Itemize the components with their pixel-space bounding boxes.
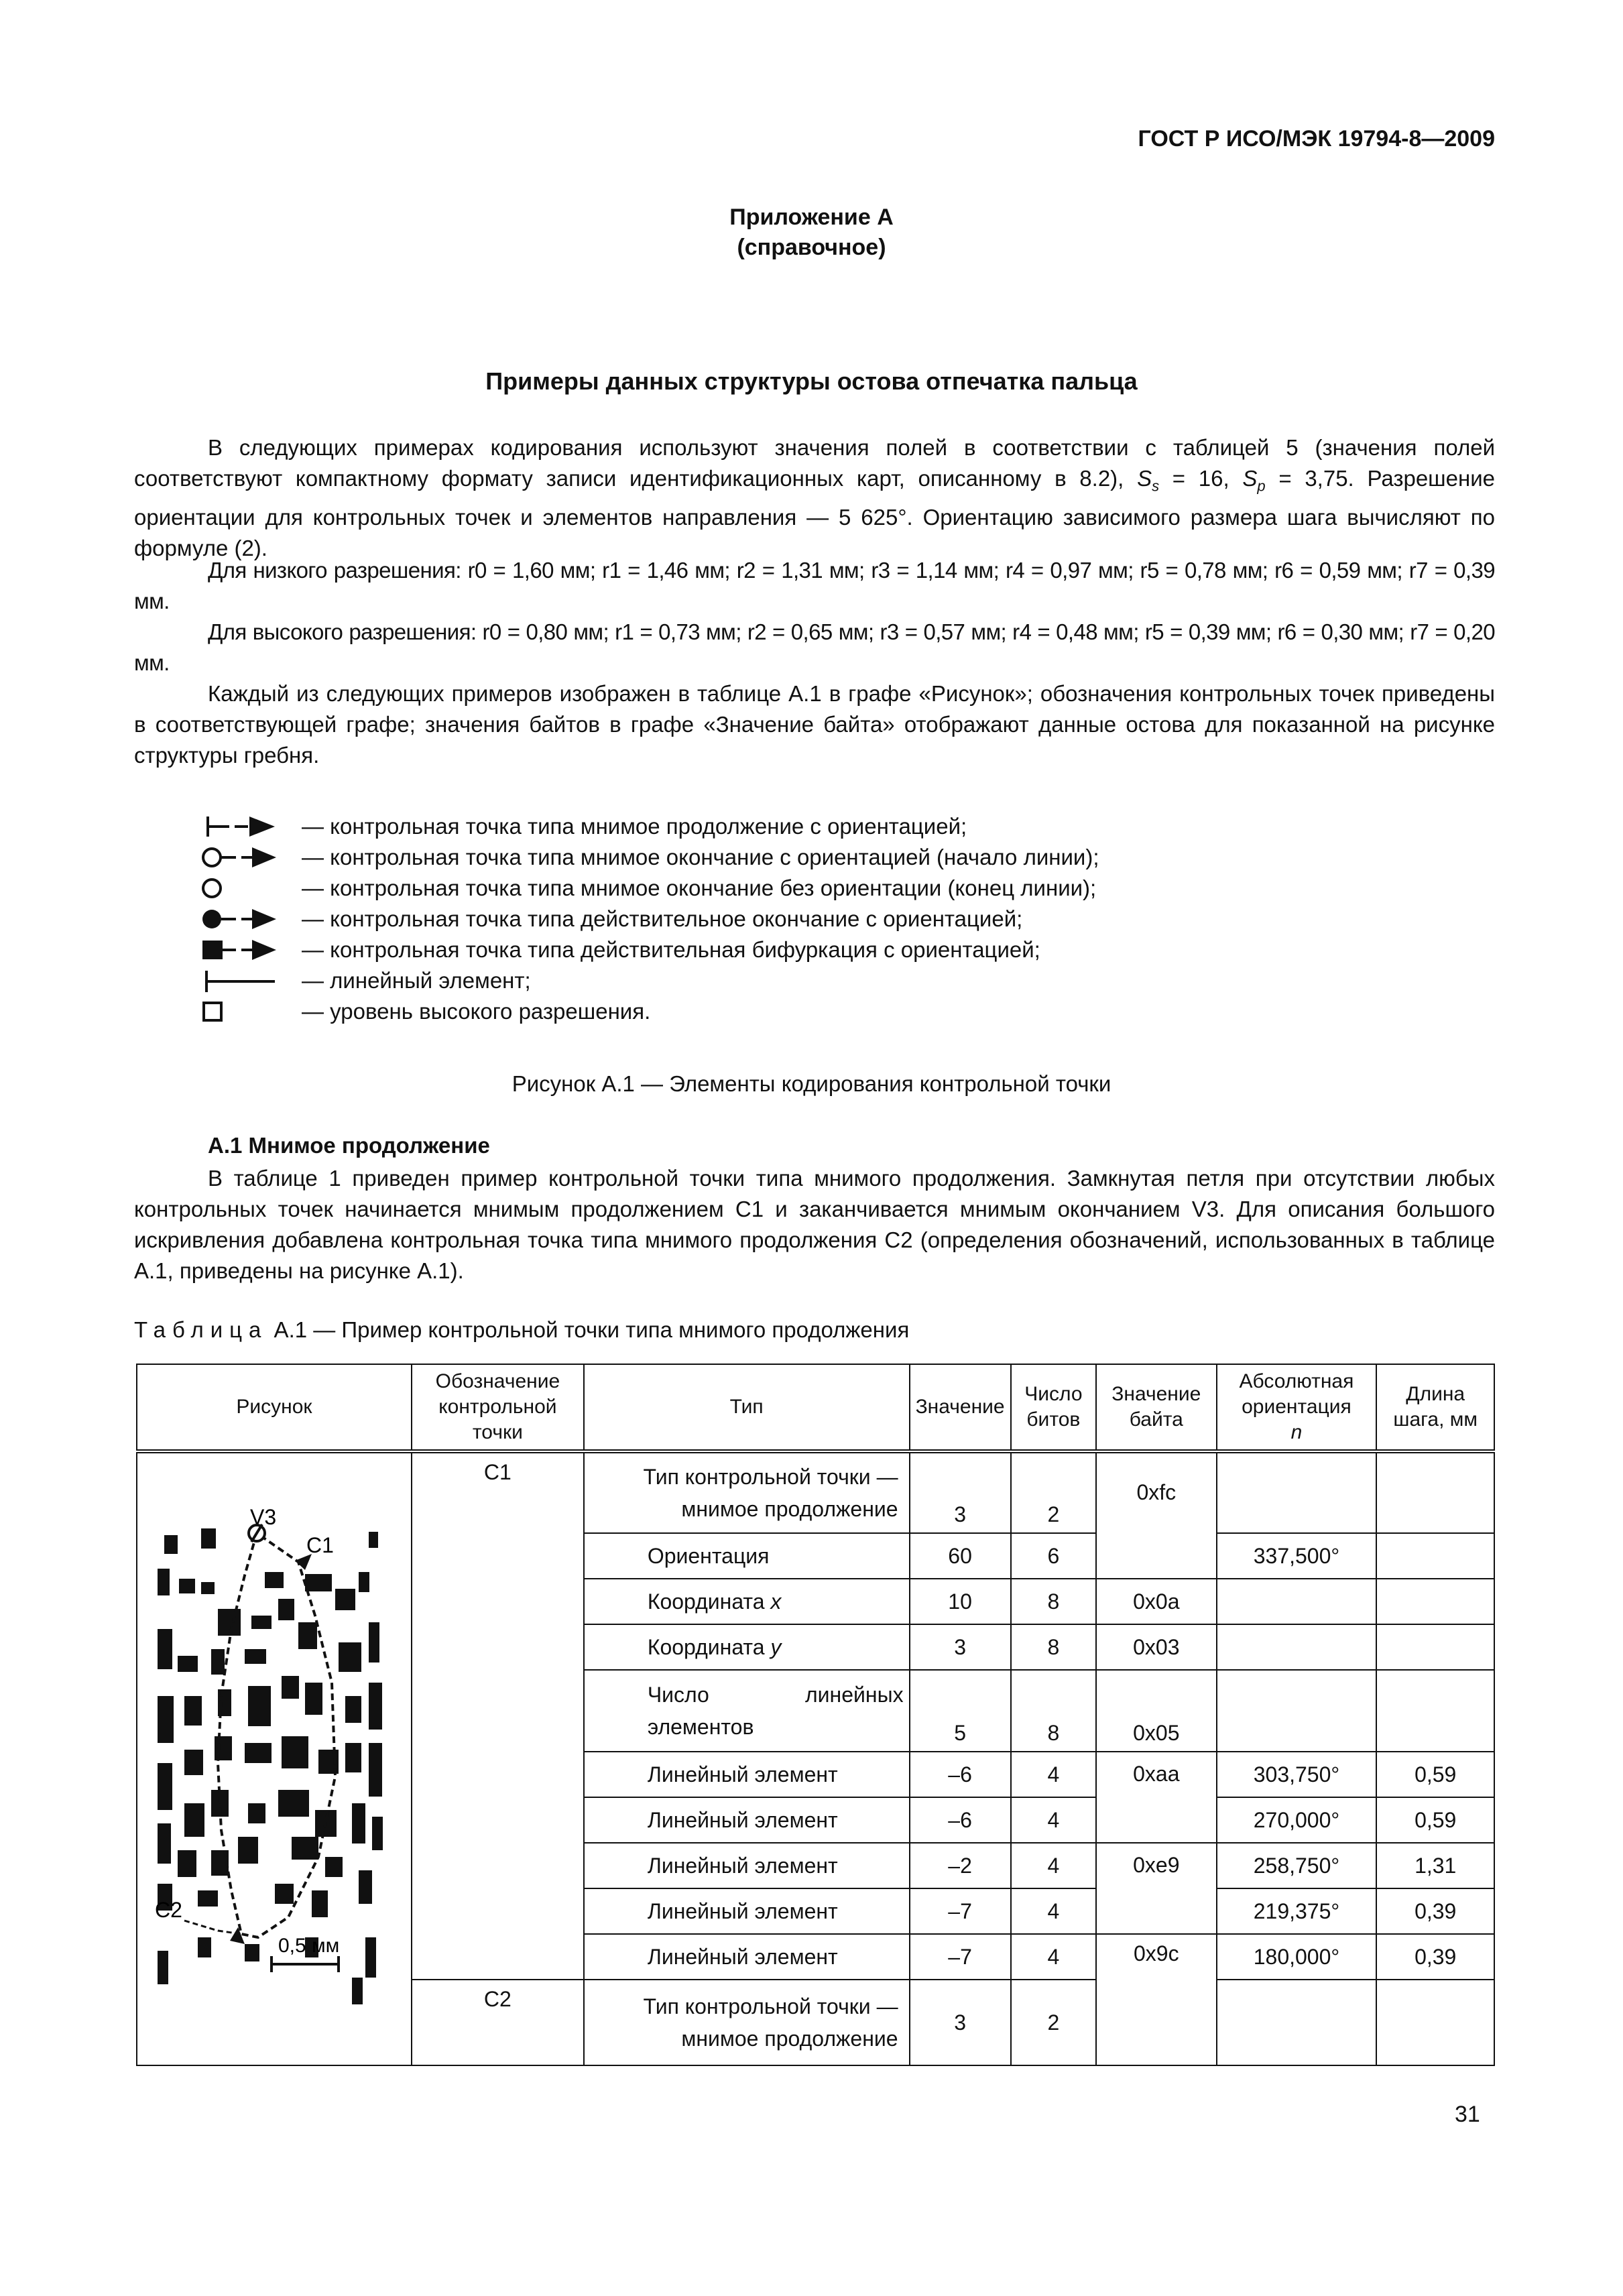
step-cell — [1376, 1670, 1494, 1752]
value-cell: –7 — [910, 1934, 1011, 1980]
type-cell: Координата x — [584, 1579, 910, 1624]
bits-cell: 4 — [1011, 1843, 1097, 1888]
appendix-subtitle: (справочное) — [737, 235, 886, 260]
real-ending-arrow-icon — [201, 904, 302, 934]
intro-paragraph-1: В следующих примерах кодирования используют значения полей в соответствии с таблицей 5 (значения полей соответствуют компактному формату записи идентификационных карт, описанному в 8.2), $S_s = 16$, $S_p = 3,75$. Разрешение ориентации для контрольных точек и элементов направления — 5 625°. Ориентацию зависимого размера шага вычисляют по формуле (2). — [134, 435, 1496, 560]
orientation-cell: 303,750° — [1217, 1752, 1377, 1797]
header-step: Длина шага, мм — [1376, 1364, 1494, 1451]
table-caption: Таблица А.1 — Пример контрольной точки типа мнимого продолжения — [134, 1317, 910, 1342]
bits-cell: 8 — [1011, 1579, 1097, 1624]
legend-row: — контрольная точка типа мнимое окончание с ориентацией (начало линии); — [201, 842, 1099, 873]
real-bifurcation-arrow-icon — [201, 934, 302, 965]
type-cell: Тип контрольной точки — мнимое продолжение — [584, 1980, 910, 2065]
step-cell: 0,39 — [1376, 1934, 1494, 1980]
section-text: В таблице 1 приведен пример контрольной точки типа мнимого продолжения. Замкнутая петля при отсутствии любых контрольных точек начинается мнимым продолжением С1 и заканчивается мнимым окончанием V3. Для описания большого искривления добавлена контрольная точка типа мнимого продолжения С2 (определения обозначений, использованных в таблице А.1, приведены на рисунке А.1). — [134, 1166, 1495, 1283]
orientation-cell — [1217, 1980, 1377, 2065]
type-cell: Линейный элемент — [584, 1843, 910, 1888]
orientation-cell: 337,500° — [1217, 1533, 1377, 1579]
byte-cell: 0x05 — [1096, 1670, 1216, 1752]
figure-a1-caption: Рисунок А.1 — Элементы кодирования контрольной точки — [512, 1071, 1111, 1096]
value-cell: –6 — [910, 1752, 1011, 1797]
bits-cell: 2 — [1011, 1980, 1097, 2065]
value-cell: 10 — [910, 1579, 1011, 1624]
ridge-figure — [137, 1455, 410, 2058]
bits-cell: 8 — [1011, 1624, 1097, 1670]
virtual-ending-circle-icon — [201, 873, 302, 904]
value-cell: –2 — [910, 1843, 1011, 1888]
header-orientation: Абсолютная ориентация n — [1217, 1364, 1377, 1451]
orientation-cell: 258,750° — [1217, 1843, 1377, 1888]
legend-row: — линейный элемент; — [201, 965, 1099, 996]
step-cell: 0,59 — [1376, 1797, 1494, 1843]
byte-cell: 0x03 — [1096, 1624, 1216, 1670]
bits-cell: 2 — [1011, 1451, 1097, 1533]
byte-cell: 0xfc — [1096, 1451, 1216, 1579]
intro-paragraph-2: Для низкого разрешения: r0 = 1,60 мм; r1 = 1,46 мм; r2 = 1,31 мм; r3 = 1,14 мм; r4 = 0,97 мм; r5 = 0,78 мм; r6 = 0,59 мм; r7 = 0,39 мм. — [134, 558, 1495, 613]
table-row — [137, 1451, 1494, 1533]
figure-scale-label: 0,5 мм — [278, 1935, 340, 1957]
legend-row: — контрольная точка типа мнимое окончание без ориентации (конец линии); — [201, 873, 1099, 904]
orientation-cell: 180,000° — [1217, 1934, 1377, 1980]
value-cell: 3 — [910, 1624, 1011, 1670]
bits-cell: 4 — [1011, 1934, 1097, 1980]
header-type: Тип — [584, 1364, 910, 1451]
bits-cell: 4 — [1011, 1888, 1097, 1934]
legend-row: — уровень высокого разрешения. — [201, 996, 1099, 1027]
step-cell — [1376, 1451, 1494, 1533]
value-cell: 5 — [910, 1670, 1011, 1752]
intro-paragraph-4: Каждый из следующих примеров изображен в таблице А.1 в графе «Рисунок»; обозначения контрольных точек приведены в соответствующей графе; значения байтов в графе «Значение байта» отображают данные остова для показанной на рисунке структуры гребня. — [134, 681, 1495, 768]
value-cell: –6 — [910, 1797, 1011, 1843]
orientation-cell — [1217, 1451, 1377, 1533]
type-cell: Линейный элемент — [584, 1888, 910, 1934]
bits-cell: 4 — [1011, 1797, 1097, 1843]
bits-cell: 6 — [1011, 1533, 1097, 1579]
step-cell — [1376, 1533, 1494, 1579]
legend-row: — контрольная точка типа действительное окончание с ориентацией; — [201, 904, 1099, 934]
header-byte: Значение байта — [1096, 1364, 1216, 1451]
section-heading: А.1 Мнимое продолжение — [208, 1133, 490, 1158]
intro-paragraph-3: Для высокого разрешения: r0 = 0,80 мм; r1 = 0,73 мм; r2 = 0,65 мм; r3 = 0,57 мм; r4 = 0,48 мм; r5 = 0,39 мм; r6 = 0,30 мм; r7 = 0,20 мм. — [134, 619, 1495, 675]
designation-c2: С2 — [412, 1980, 584, 2065]
value-cell: 3 — [910, 1980, 1011, 2065]
legend-row: — контрольная точка типа действительная бифуркация с ориентацией; — [201, 934, 1099, 965]
orientation-cell — [1217, 1670, 1377, 1752]
header-designation: Обозначение контрольной точки — [412, 1364, 584, 1451]
type-cell: Линейный элемент — [584, 1797, 910, 1843]
table-a1 — [136, 1364, 1495, 2066]
line-element-icon — [201, 965, 302, 996]
byte-cell: 0xaa — [1096, 1752, 1216, 1843]
figure-a1-legend — [201, 811, 1099, 1027]
virtual-continuation-arrow-icon — [201, 811, 302, 842]
byte-cell: 0xe9 — [1096, 1843, 1216, 1934]
step-cell — [1376, 1579, 1494, 1624]
value-cell: 3 — [910, 1451, 1011, 1533]
step-cell: 1,31 — [1376, 1843, 1494, 1888]
orientation-cell — [1217, 1624, 1377, 1670]
designation-c1: С1 — [412, 1451, 584, 1980]
legend-row: — контрольная точка типа мнимое продолжение с ориентацией; — [201, 811, 1099, 842]
figure-label-v3: V3 — [250, 1505, 277, 1529]
step-cell — [1376, 1624, 1494, 1670]
orientation-cell — [1217, 1579, 1377, 1624]
value-cell: 60 — [910, 1533, 1011, 1579]
header-value: Значение — [910, 1364, 1011, 1451]
high-resolution-square-icon — [201, 996, 302, 1027]
step-cell — [1376, 1980, 1494, 2065]
type-cell: Координата y — [584, 1624, 910, 1670]
appendix-title: Приложение А — [729, 204, 894, 230]
orientation-cell: 270,000° — [1217, 1797, 1377, 1843]
bits-cell: 8 — [1011, 1670, 1097, 1752]
type-cell: Число линейных элементов — [584, 1670, 910, 1752]
header-figure: Рисунок — [137, 1364, 412, 1451]
standard-number: ГОСТ Р ИСО/МЭК 19794-8—2009 — [1138, 126, 1495, 152]
byte-cell: 0x0a — [1096, 1579, 1216, 1624]
page-title: Примеры данных структуры остова отпечатка пальца — [485, 367, 1138, 395]
step-cell: 0,59 — [1376, 1752, 1494, 1797]
value-cell: –7 — [910, 1888, 1011, 1934]
virtual-ending-start-icon — [201, 842, 302, 873]
step-cell: 0,39 — [1376, 1888, 1494, 1934]
type-cell: Линейный элемент — [584, 1752, 910, 1797]
byte-cell: 0x9c — [1096, 1934, 1216, 2065]
type-cell: Ориентация — [584, 1533, 910, 1579]
page-number: 31 — [1455, 2102, 1480, 2127]
bits-cell: 4 — [1011, 1752, 1097, 1797]
type-cell: Линейный элемент — [584, 1934, 910, 1980]
orientation-cell: 219,375° — [1217, 1888, 1377, 1934]
figure-label-c2: С2 — [155, 1898, 182, 1922]
table-header-row — [137, 1364, 1494, 1451]
header-bits: Число битов — [1011, 1364, 1097, 1451]
figure-cell — [137, 1451, 412, 2065]
type-cell: Тип контрольной точки — мнимое продолжение — [584, 1451, 910, 1533]
figure-label-c1: С1 — [306, 1533, 334, 1557]
